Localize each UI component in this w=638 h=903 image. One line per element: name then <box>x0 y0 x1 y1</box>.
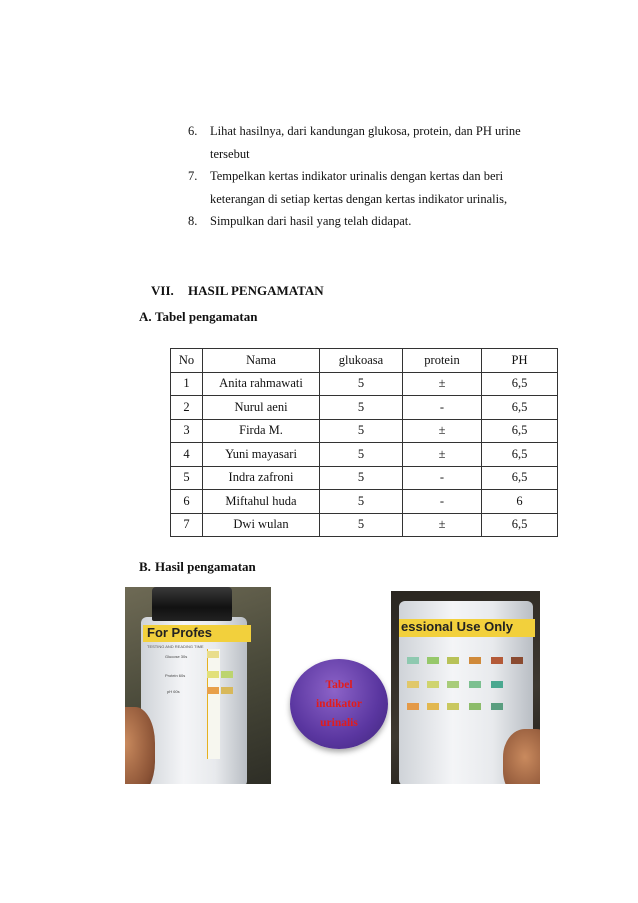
table-cell: 6 <box>171 490 203 514</box>
table-cell: Yuni mayasari <box>203 443 320 467</box>
table-cell: 5 <box>320 490 403 514</box>
color-pad <box>407 657 419 664</box>
indicator-table-bubble <box>290 659 388 749</box>
bottle-row-label: Glucose 30s <box>165 654 188 659</box>
table-cell: 7 <box>171 513 203 537</box>
color-pad <box>207 651 219 658</box>
table-header-row <box>171 349 558 373</box>
table-cell: 6,5 <box>482 419 558 443</box>
color-pad <box>221 687 233 694</box>
color-pad <box>469 681 481 688</box>
table-cell: 6 <box>482 490 558 514</box>
table-cell: 6,5 <box>482 372 558 396</box>
color-pad <box>511 657 523 664</box>
color-pad <box>207 671 219 678</box>
step-number: 8. <box>188 214 198 228</box>
table-cell: ± <box>403 513 482 537</box>
step-number: 6. <box>188 124 198 138</box>
table-row <box>171 372 558 396</box>
table-cell: 5 <box>320 419 403 443</box>
color-pad <box>491 657 503 664</box>
section-numeral: VII. <box>151 283 174 298</box>
procedure-steps <box>188 120 548 233</box>
bottle-small-text: TESTING AND READING TIME <box>147 644 204 649</box>
step-8 <box>188 210 548 233</box>
step-text: Simpulkan dari hasil yang telah didapat. <box>210 214 412 228</box>
table-cell: 3 <box>171 419 203 443</box>
photo-left-bottle <box>125 587 271 784</box>
table-row <box>171 419 558 443</box>
color-pad <box>427 703 439 710</box>
table-cell: 5 <box>320 372 403 396</box>
color-pad <box>207 687 219 694</box>
table-cell: Anita rahmawati <box>203 372 320 396</box>
color-pad <box>469 657 481 664</box>
step-text: Tempelkan kertas indikator urinalis dengan kertas dan beri keterangan di setiap kertas dengan kertas indikator urinalis, <box>210 169 508 206</box>
header-cell: No <box>171 349 203 373</box>
step-number: 7. <box>188 169 198 183</box>
step-7 <box>188 165 548 210</box>
section-title: HASIL PENGAMATAN <box>188 283 324 298</box>
subheading-letter: B. <box>139 559 151 574</box>
bottle-label: For Profes <box>143 625 251 642</box>
header-cell: protein <box>403 349 482 373</box>
table-cell: 4 <box>171 443 203 467</box>
table-row <box>171 466 558 490</box>
color-pad <box>447 703 459 710</box>
color-pad <box>447 681 459 688</box>
bottle-row-label: Protein 60s <box>165 673 186 678</box>
table-cell: 6,5 <box>482 396 558 420</box>
step-text: Lihat hasilnya, dari kandungan glukosa, protein, dan PH urine tersebut <box>210 124 521 161</box>
table-row <box>171 396 558 420</box>
table-row <box>171 490 558 514</box>
table-cell: 5 <box>320 396 403 420</box>
table-cell: Nurul aeni <box>203 396 320 420</box>
color-pad <box>427 657 439 664</box>
color-pad <box>407 681 419 688</box>
table-cell: 6,5 <box>482 443 558 467</box>
table-cell: 6,5 <box>482 466 558 490</box>
bottle <box>141 617 247 784</box>
subheading-b <box>139 559 256 575</box>
table-cell: 5 <box>320 513 403 537</box>
header-cell: Nama <box>203 349 320 373</box>
table-row <box>171 443 558 467</box>
bubble-line: urinalis <box>320 716 358 729</box>
table-cell: - <box>403 466 482 490</box>
bubble-line: Tabel <box>325 678 353 691</box>
step-6 <box>188 120 548 165</box>
table-row <box>171 513 558 537</box>
table-cell: 6,5 <box>482 513 558 537</box>
table-cell: ± <box>403 443 482 467</box>
table-cell: Indra zafroni <box>203 466 320 490</box>
table-cell: 5 <box>320 443 403 467</box>
table-cell: Firda M. <box>203 419 320 443</box>
subheading-letter: A. <box>139 309 152 324</box>
table-cell: 5 <box>171 466 203 490</box>
section-heading <box>151 283 324 299</box>
table-cell: ± <box>403 372 482 396</box>
color-pad <box>447 657 459 664</box>
color-pad <box>427 681 439 688</box>
color-pad <box>407 703 419 710</box>
table-cell: 5 <box>320 466 403 490</box>
header-cell: PH <box>482 349 558 373</box>
table-cell: - <box>403 396 482 420</box>
bottle-row-label: pH 60s <box>167 689 180 694</box>
bottle-lid <box>152 587 232 621</box>
test-strip <box>207 649 220 759</box>
observation-table <box>170 348 558 537</box>
color-pad <box>469 703 481 710</box>
header-cell: glukoasa <box>320 349 403 373</box>
color-pad <box>491 681 503 688</box>
bubble-line: indikator <box>315 697 362 710</box>
hand <box>503 729 540 784</box>
photo-right-bottle <box>391 591 540 784</box>
color-pad <box>221 671 233 678</box>
subheading-a <box>139 309 257 325</box>
bottle-label: essional Use Only <box>399 619 535 637</box>
table-cell: Dwi wulan <box>203 513 320 537</box>
table-cell: ± <box>403 419 482 443</box>
bubble-label <box>304 676 374 733</box>
table-cell: - <box>403 490 482 514</box>
table-cell: Miftahul huda <box>203 490 320 514</box>
table-cell: 2 <box>171 396 203 420</box>
table-cell: 1 <box>171 372 203 396</box>
subheading-title: Hasil pengamatan <box>155 559 256 574</box>
subheading-title: Tabel pengamatan <box>155 309 258 324</box>
color-pad <box>491 703 503 710</box>
